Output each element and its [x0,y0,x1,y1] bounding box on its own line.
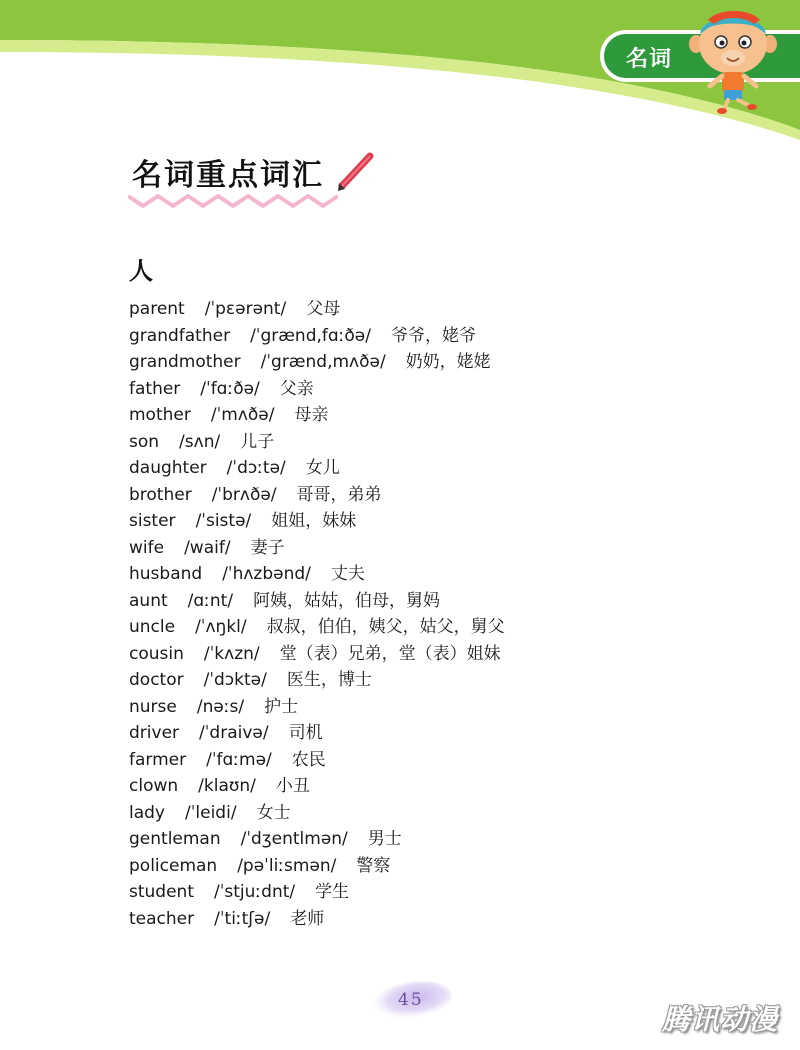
vocab-ipa: /ˈstjuːdnt/ [214,882,296,902]
vocab-row [129,773,505,800]
vocab-ipa: /sʌn/ [179,431,221,452]
vocab-row [129,535,505,562]
vocab-ipa: /waif/ [184,537,231,558]
vocab-word: aunt [129,590,168,611]
vocab-word: student [129,882,194,902]
vocab-ipa: /ˈbrʌðə/ [211,484,277,505]
vocab-meaning: 堂（表）兄弟，堂（表）姐妹 [279,643,501,664]
vocab-row [129,588,505,615]
vocab-meaning: 儿子 [240,431,275,452]
vocab-row [129,349,505,376]
vocab-ipa: /ˈhʌzbənd/ [222,564,311,584]
vocab-ipa: /ˈfɑːmə/ [206,749,272,770]
vocab-row [129,482,505,509]
vocab-meaning: 女儿 [305,458,340,478]
vocab-ipa: /ˈmʌðə/ [210,405,275,425]
vocab-meaning: 医生，博士 [286,670,372,690]
vocab-meaning: 警察 [356,855,391,876]
vocab-row [129,614,505,641]
vocab-row [129,376,505,403]
vocab-word: teacher [129,908,195,929]
vocab-ipa: /ˈfɑːðə/ [200,378,260,399]
vocab-meaning: 农民 [291,749,326,770]
vocab-meaning: 妻子 [250,537,285,558]
vocab-row [129,508,505,535]
vocab-word: lady [129,802,165,823]
watermark-logo: 腾讯动漫 [662,1003,779,1036]
vocab-ipa: /nəːs/ [196,696,245,717]
chapter-tab-label: 名词 [626,47,673,72]
vocab-meaning: 女士 [256,802,291,823]
vocab-ipa: /ˈgrænd,mʌðə/ [260,352,386,372]
vocab-word: daughter [129,458,207,478]
vocab-meaning: 学生 [315,882,350,902]
vocab-row [129,906,505,933]
vocab-row [129,826,505,853]
vocab-meaning: 父母 [306,299,341,319]
vocab-word: clown [129,776,179,796]
vocab-meaning: 叔叔，伯伯，姨父，姑父，舅父 [266,617,505,637]
vocab-meaning: 母亲 [294,405,329,425]
vocab-word: driver [129,723,180,743]
vocab-ipa: /ˈsistə/ [195,511,252,531]
vocab-row [129,296,505,323]
vocab-row [129,853,505,880]
vocab-word: brother [129,484,192,505]
vocab-word: doctor [129,670,184,690]
vocab-word: cousin [129,643,184,664]
vocab-word: parent [129,299,185,319]
vocab-ipa: /ˈdʒentlmən/ [240,829,348,849]
vocab-row [129,402,505,429]
vocab-meaning: 男士 [367,829,402,849]
vocab-ipa: /pəˈliːsmən/ [237,855,337,876]
vocab-word: uncle [129,617,176,637]
vocab-word: mother [129,405,191,425]
vocab-word: grandfather [129,325,231,346]
vocab-ipa: /ˈtiːtʃə/ [214,908,271,929]
mascot-boy-icon [688,6,778,114]
vocab-word: grandmother [129,352,241,372]
vocab-ipa: /ˈleidi/ [185,802,237,823]
vocab-meaning: 姐姐，妹妹 [271,511,357,531]
vocab-word: sister [129,511,176,531]
section-title: 名词重点词汇 [132,158,324,193]
vocab-row [129,323,505,350]
vocab-word: nurse [129,696,177,717]
vocab-meaning: 哥哥，弟弟 [296,484,382,505]
vocab-meaning: 奶奶，姥姥 [405,352,491,372]
vocab-row [129,561,505,588]
vocab-row [129,800,505,827]
vocab-word: son [129,431,160,452]
vocab-row [129,667,505,694]
vocabulary-list [129,296,505,932]
vocab-word: gentleman [129,829,221,849]
vocab-meaning: 司机 [288,723,323,743]
vocab-row [129,641,505,668]
vocab-row [129,455,505,482]
vocab-word: farmer [129,749,187,770]
vocab-ipa: /klaʊn/ [198,776,256,796]
vocab-meaning: 护士 [264,696,299,717]
vocab-row [129,429,505,456]
vocab-word: husband [129,564,203,584]
vocab-row [129,747,505,774]
vocab-ipa: /ˈdɔːtə/ [226,458,286,478]
vocab-word: wife [129,537,165,558]
vocab-meaning: 丈夫 [330,564,365,584]
category-heading: 人 [129,257,153,285]
pencil-icon [334,150,378,194]
vocab-ipa: /ˈʌŋkl/ [195,617,247,637]
vocab-ipa: /ɑːnt/ [187,590,234,611]
vocab-word: father [129,378,181,399]
vocab-ipa: /ˈkʌzn/ [203,643,260,664]
vocab-row [129,720,505,747]
vocab-ipa: /ˈgrænd,fɑːðə/ [250,325,371,346]
vocab-row [129,694,505,721]
page-number: 45 [398,990,424,1010]
vocab-ipa: /ˈdraivə/ [199,723,269,743]
vocab-ipa: /ˈpεərənt/ [204,299,287,319]
vocab-meaning: 阿姨，姑姑，伯母，舅妈 [253,590,441,611]
vocab-meaning: 爷爷，姥爷 [391,325,476,346]
vocab-row [129,879,505,906]
vocab-ipa: /ˈdɔktə/ [203,670,267,690]
vocab-word: policeman [129,855,218,876]
vocab-meaning: 父亲 [279,378,314,399]
vocab-meaning: 老师 [290,908,325,929]
vocab-meaning: 小丑 [275,776,310,796]
